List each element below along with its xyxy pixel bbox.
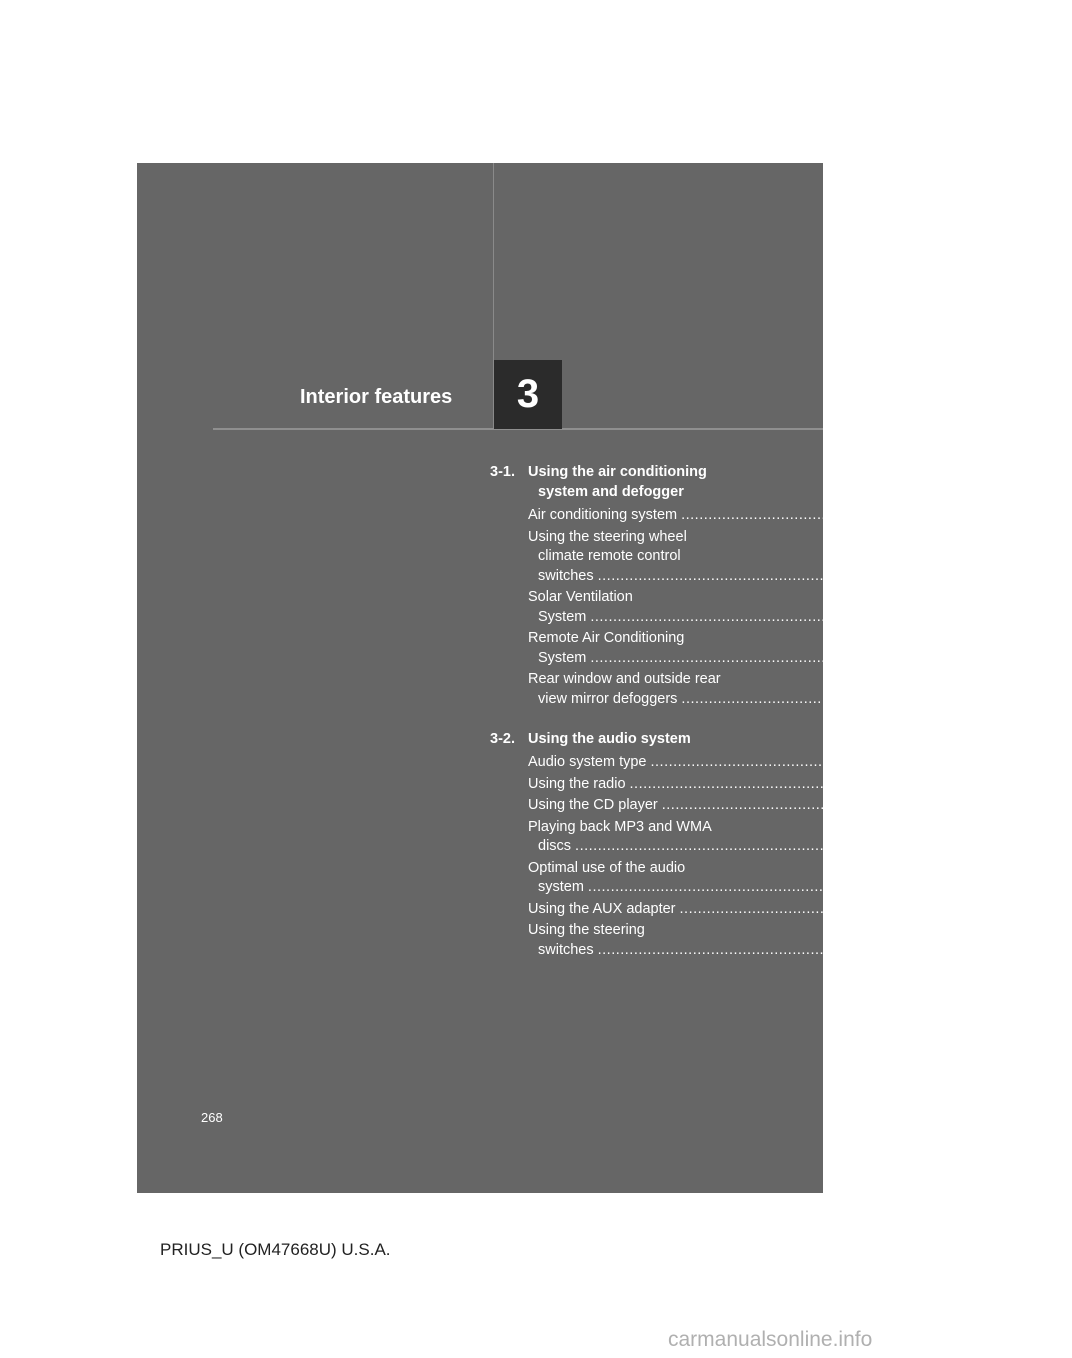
toc-section-title [528,462,728,502]
toc-leader-dots: ................................................................................ [597,567,960,584]
toc-section-heading[interactable] [490,729,750,749]
toc-leader-dots: ................................................................................ [650,754,1013,770]
toc-entry-page: 311 [941,838,965,854]
toc-section-title-line: Using the audio system [528,731,691,747]
toc-entry-text: view mirror defoggers [538,690,678,707]
toc-entry-text: discs [538,838,572,854]
table-of-contents [490,462,1072,980]
toc-section-number: 3-1. [490,464,515,480]
toc-leader-dots: ................................................................................ [587,879,951,895]
page-number: 268 [201,1110,223,1125]
toc-leader-dots: ................................................................................ [681,690,1044,707]
toc-entry[interactable] [528,670,1072,709]
toc-entry[interactable] [528,506,1072,526]
toc-entry-page: 285 [956,649,981,666]
toc-entry-text: Optimal use of the audio [528,859,686,876]
toc-section-title-line: Using the air conditioning [528,464,707,480]
toc-entry[interactable] [528,775,1021,795]
toc-entry-text: System [538,608,587,625]
toc-entry-page: 319 [954,879,979,895]
toc-entry-text: Using the AUX adapter [528,900,676,917]
toc-entry[interactable] [528,818,965,857]
toc-section-title-line: system and defogger [538,484,684,500]
toc-entry[interactable] [528,588,981,627]
toc-entry-text: switches [538,567,594,584]
toc-entry-page: 289 [1047,690,1072,707]
chapter-number-badge: 3 [494,360,562,429]
toc-section-title [528,729,728,749]
toc-leader-dots: ................................................................................ [679,900,1042,917]
toc-leader-dots: ................................................................................ [597,941,960,958]
toc-section [490,729,1071,960]
toc-entry-page: 270 [1047,507,1072,523]
toc-entry-page: 291 [1016,754,1041,770]
toc-leader-dots: ................................................................................ [629,775,992,792]
toc-entry[interactable] [528,753,1041,773]
toc-entry[interactable] [528,859,979,898]
toc-entry[interactable] [528,900,1071,920]
toc-section-heading[interactable] [490,462,750,502]
toc-leader-dots: ................................................................................ [681,507,1044,523]
toc-entry-text: climate remote control [538,548,681,564]
toc-entry-text: Using the steering [528,922,645,938]
toc-entry-text: System [538,649,587,666]
toc-entry-page: 323 [963,941,989,958]
toc-entry-text: Using the radio [528,775,626,792]
toc-entry-text: system [538,879,584,895]
toc-leader-dots: ................................................................................ [575,838,938,854]
toc-entry-text: Rear window and outside rear [528,671,721,687]
toc-leader-dots: ................................................................................ [661,797,1025,813]
toc-entry-page: 322 [1045,900,1071,917]
toc-entry-page: 282 [956,608,981,625]
watermark: carmanualsonline.info [668,1328,873,1351]
toc-entry-text: Solar Ventilation [528,589,633,605]
toc-entry-text: Remote Air Conditioning [528,630,685,646]
toc-entry-text: Using the steering wheel [528,528,687,545]
toc-entry-page: 294 [995,775,1021,792]
toc-section [490,462,1072,709]
chapter-title: Interior features [300,386,453,408]
toc-entry-text: switches [538,941,594,958]
toc-entry-text: Audio system type [528,754,647,770]
document-footer: PRIUS_U (OM47668U) U.S.A. [160,1240,391,1259]
toc-entry[interactable] [528,921,989,960]
toc-leader-dots: ................................................................................ [590,649,953,666]
toc-entry[interactable] [528,528,989,587]
toc-entry-text: Playing back MP3 and WMA [528,818,712,835]
toc-entry-page: 303 [1028,797,1053,813]
toc-entry[interactable] [528,796,1053,816]
toc-leader-dots: ................................................................................ [590,608,953,625]
toc-entry-text: Using the CD player [528,797,658,813]
toc-entry-page: 280 [963,567,989,584]
toc-section-number: 3-2. [490,731,515,747]
toc-entry-text: Air conditioning system [528,507,678,523]
toc-entry[interactable] [528,629,981,668]
